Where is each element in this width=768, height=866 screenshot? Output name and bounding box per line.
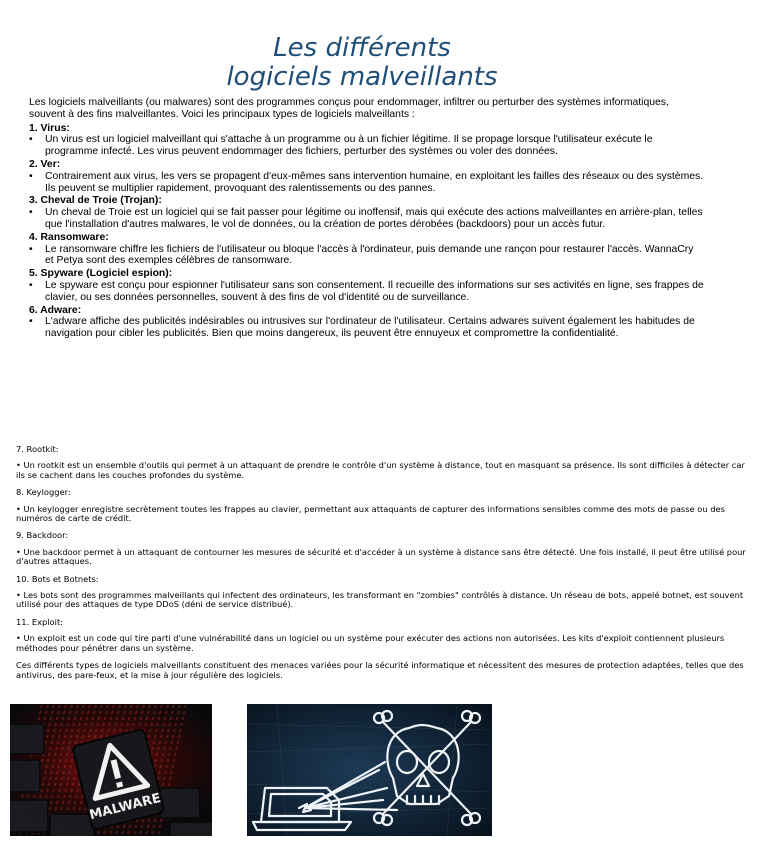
type-bullet-rootkit: [16, 461, 752, 480]
type-bullet-keylogger: [16, 505, 752, 524]
bullet-icon: •: [16, 546, 21, 557]
type-text-virus: Un virus est un logiciel malveillant qui s'attache à un programme ou à un fichier légitime. Il se propage lorsque l'utilisateur exécute le programme infecté. Les virus peuvent endommager des fichiers, perturber des systèmes ou voler des données.: [45, 134, 653, 158]
type-bullet-virus: [29, 134, 704, 158]
type-text-rootkit: Un rootkit est un ensemble d'outils qui permet à un attaquant de prendre le contrôle d'un système à distance, tout en masquant sa présence. Ils sont difficiles à détecter car ils se cachent dans les couches profondes du système.: [16, 460, 745, 480]
type-heading-exploit: 11. Exploit:: [16, 616, 63, 627]
type-text-trojan: Un cheval de Troie est un logiciel qui se fait passer pour légitime ou inoffensif, mais qui exécute des actions malveillantes en arrière-plan, telles que l'installation d'autres malwares, le vol de données, ou la création de portes dérobées (backdoors) pour un accès futur.: [45, 207, 703, 230]
type-bullet-botnets: [16, 591, 752, 610]
intro-paragraph: Les logiciels malveillants (ou malwares) sont des programmes conçus pour endommager, infiltrer ou perturber des systèmes informatiques, souvent à des fins malveillantes. Voici les principaux types de logiciels malveillants :: [29, 97, 669, 120]
type-text-spyware: Le spyware est conçu pour espionner l'utilisateur sans son consentement. Il recueille des informations sur ses activités en ligne, ses frappes de clavier, ou ses données personnelles, souvent à des fins de vol d'identité ou de surveillance.: [45, 279, 704, 303]
page-title: [0, 34, 724, 92]
bullet-icon: •: [29, 170, 33, 182]
type-heading-trojan: 3. Cheval de Troie (Trojan):: [29, 195, 162, 207]
type-bullet-trojan: [29, 207, 704, 231]
bullet-icon: •: [29, 316, 33, 328]
bullet-icon: •: [16, 590, 21, 601]
type-heading-rootkit: 7. Rootkit:: [16, 444, 59, 454]
title-line-2: logiciels malveillants: [226, 62, 498, 92]
type-text-ransomware: Le ransomware chiffre les fichiers de l'utilisateur ou bloque l'accès à l'ordinateur, puis demande une rançon pour restaurer l'accès. WannaCry et Petya sont des exemples célèbres de ransomware.: [45, 243, 694, 267]
bullet-icon: •: [29, 207, 33, 219]
secondary-section: [16, 445, 752, 687]
main-section: [29, 97, 704, 341]
malware-keyboard-image: [10, 704, 212, 836]
type-heading-botnets: 10. Bots et Botnets:: [16, 573, 99, 584]
type-text-exploit: Un exploit est un code qui tire parti d'une vulnérabilité dans un logiciel ou un système pour exécuter des actions non autorisées. Les kits d'exploit contiennent plusieurs méthodes pour pénétrer dans un système.: [16, 633, 725, 653]
type-bullet-exploit: [16, 634, 752, 653]
title-line-1: Les différents: [273, 33, 451, 63]
type-bullet-spyware: [29, 280, 704, 304]
malware-key-label: MALWARE: [87, 790, 163, 824]
conclusion-paragraph: Ces différents types de logiciels malveillants constituent des menaces variées pour la sécurité informatique et nécessitent des mesures de protection adaptées, telles que des antivirus, des pare-feux, et la mise à jour régulière des logiciels.: [16, 660, 744, 680]
type-heading-backdoor: 9. Backdoor:: [16, 530, 69, 541]
type-bullet-ransomware: [29, 244, 704, 268]
type-text-backdoor: Une backdoor permet à un attaquant de contourner les mesures de sécurité et d'accéder à un système à distance sans être détecté. Une fois installé, il peut être utilisé pour d'autres attaques.: [16, 546, 746, 567]
type-text-ver: Contrairement aux virus, les vers se propagent d'eux-mêmes sans intervention humaine, en exploitant les failles des réseaux ou des systèmes. Ils peuvent se multiplier rapidement, provoquant des ralentissements ou des pannes.: [45, 170, 704, 194]
type-heading-ver: 2. Ver:: [29, 158, 61, 170]
bullet-icon: •: [16, 460, 21, 471]
type-text-adware: L'adware affiche des publicités indésirables ou intrusives sur l'ordinateur de l'utilisateur. Certains adwares suivent également les habitudes de navigation pour cibler les publicités. Bien que moins dangereux, ils peuvent être ennuyeux et compromettre la confidentialité.: [45, 316, 695, 340]
bullet-icon: •: [29, 279, 33, 291]
skull-laptop-image: [247, 704, 492, 836]
type-bullet-adware: [29, 316, 704, 340]
type-bullet-ver: [29, 171, 704, 195]
type-heading-keylogger: 8. Keylogger:: [16, 487, 71, 498]
type-heading-adware: 6. Adware:: [29, 304, 82, 316]
type-heading-virus: 1. Virus:: [29, 122, 70, 134]
bullet-icon: •: [29, 243, 33, 255]
bullet-icon: •: [29, 134, 33, 146]
type-heading-spyware: 5. Spyware (Logiciel espion):: [29, 268, 173, 280]
bullet-icon: •: [16, 503, 21, 514]
type-heading-ransomware: 4. Ransomware:: [29, 231, 109, 243]
type-text-keylogger: Un keylogger enregistre secrètement toutes les frappes au clavier, permettant aux attaquants de capturer des informations sensibles comme des mots de passe ou des numéros de carte de crédit.: [16, 503, 725, 524]
bullet-icon: •: [16, 633, 21, 644]
type-text-botnets: Les bots sont des programmes malveillants qui infectent des ordinateurs, les transformant en "zombies" contrôlés à distance. Un réseau de bots, appelé botnet, est souvent utilisé pour des attaques de type DDoS (déni de service distribué).: [16, 590, 744, 610]
type-bullet-backdoor: [16, 548, 752, 567]
